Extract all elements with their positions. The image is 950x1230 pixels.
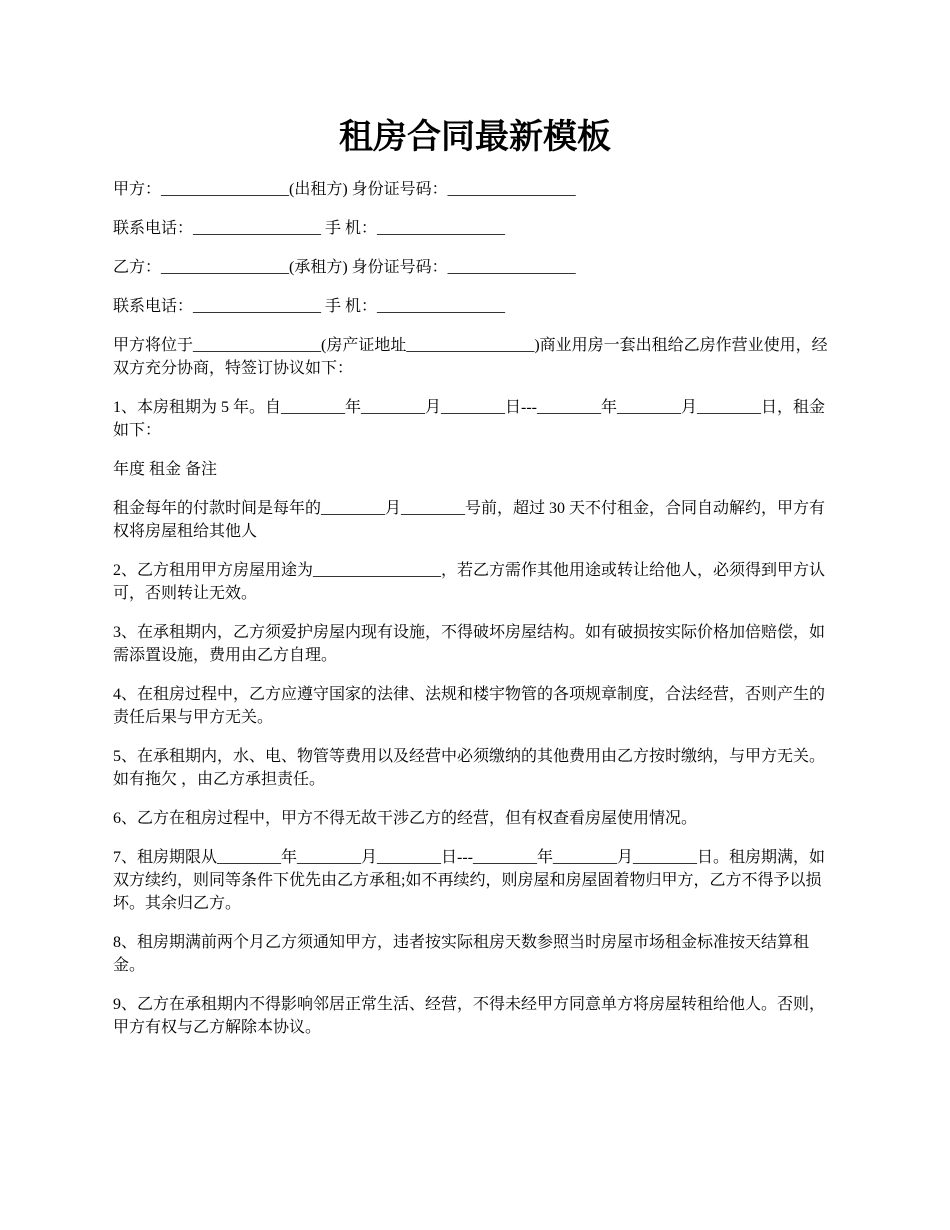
- party-a-contact-line: 联系电话：________________ 手 机：________________: [113, 220, 506, 237]
- party-b-contact-line: 联系电话：________________ 手 机：________________: [113, 298, 506, 315]
- clause-3: 3、在承租期内，乙方须爱护房屋内现有设施，不得破坏房屋结构。如有破损按实际价格加倍赔偿，如需添置设施，费用由乙方自理。: [113, 624, 826, 664]
- party-b-line: 乙方：________________(承租方) 身份证号码：________________: [113, 259, 576, 276]
- document-body: [113, 178, 837, 1055]
- document-title: 租房合同最新模板: [339, 117, 611, 157]
- party-a-line: 甲方：________________(出租方) 身份证号码：________________: [113, 181, 576, 198]
- rent-table-header: 年度 租金 备注: [113, 461, 218, 478]
- clause-2: 2、乙方租用甲方房屋用途为________________，若乙方需作其他用途或转让给他人，必须得到甲方认可，否则转让无效。: [113, 562, 826, 602]
- clause-8: 8、租房期满前两个月乙方须通知甲方，违者按实际租房天数参照当时房屋市场租金标准按天结算租金。: [113, 934, 810, 974]
- payment-terms: 租金每年的付款时间是每年的________月________号前，超过 30 天不付租金，合同自动解约，甲方有权将房屋租给其他人: [113, 500, 826, 540]
- clause-4: 4、在租房过程中，乙方应遵守国家的法律、法规和楼宇物管的各项规章制度，合法经营，否则产生的责任后果与甲方无关。: [113, 686, 826, 726]
- clause-7: 7、租房期限从________年________月________日---________年________月________日。租房期满，如双方续约，则同等条件下优先由乙方承租;如不再续约，则房屋和房屋固着物归甲方，乙方不得予以损坏。其余归乙方。: [113, 849, 825, 912]
- clause-9: 9、乙方在承租期内不得影响邻居正常生活、经营，不得未经甲方同意单方将房屋转租给他人。否则，甲方有权与乙方解除本协议。: [113, 996, 826, 1036]
- intro-paragraph: 甲方将位于________________(房产证地址________________)商业用房一套出租给乙房作营业使用，经双方充分协商，特签订协议如下：: [113, 337, 828, 377]
- clause-6: 6、乙方在租房过程中，甲方不得无故干涉乙方的经营，但有权查看房屋使用情况。: [113, 810, 698, 827]
- clause-5: 5、在承租期内，水、电、物管等费用以及经营中必须缴纳的其他费用由乙方按时缴纳，与甲方无关。如有拖欠 ，由乙方承担责任。: [113, 748, 826, 788]
- clause-1: 1、本房租期为 5 年。自________年________月________日---________年________月________日，租金如下：: [113, 399, 825, 439]
